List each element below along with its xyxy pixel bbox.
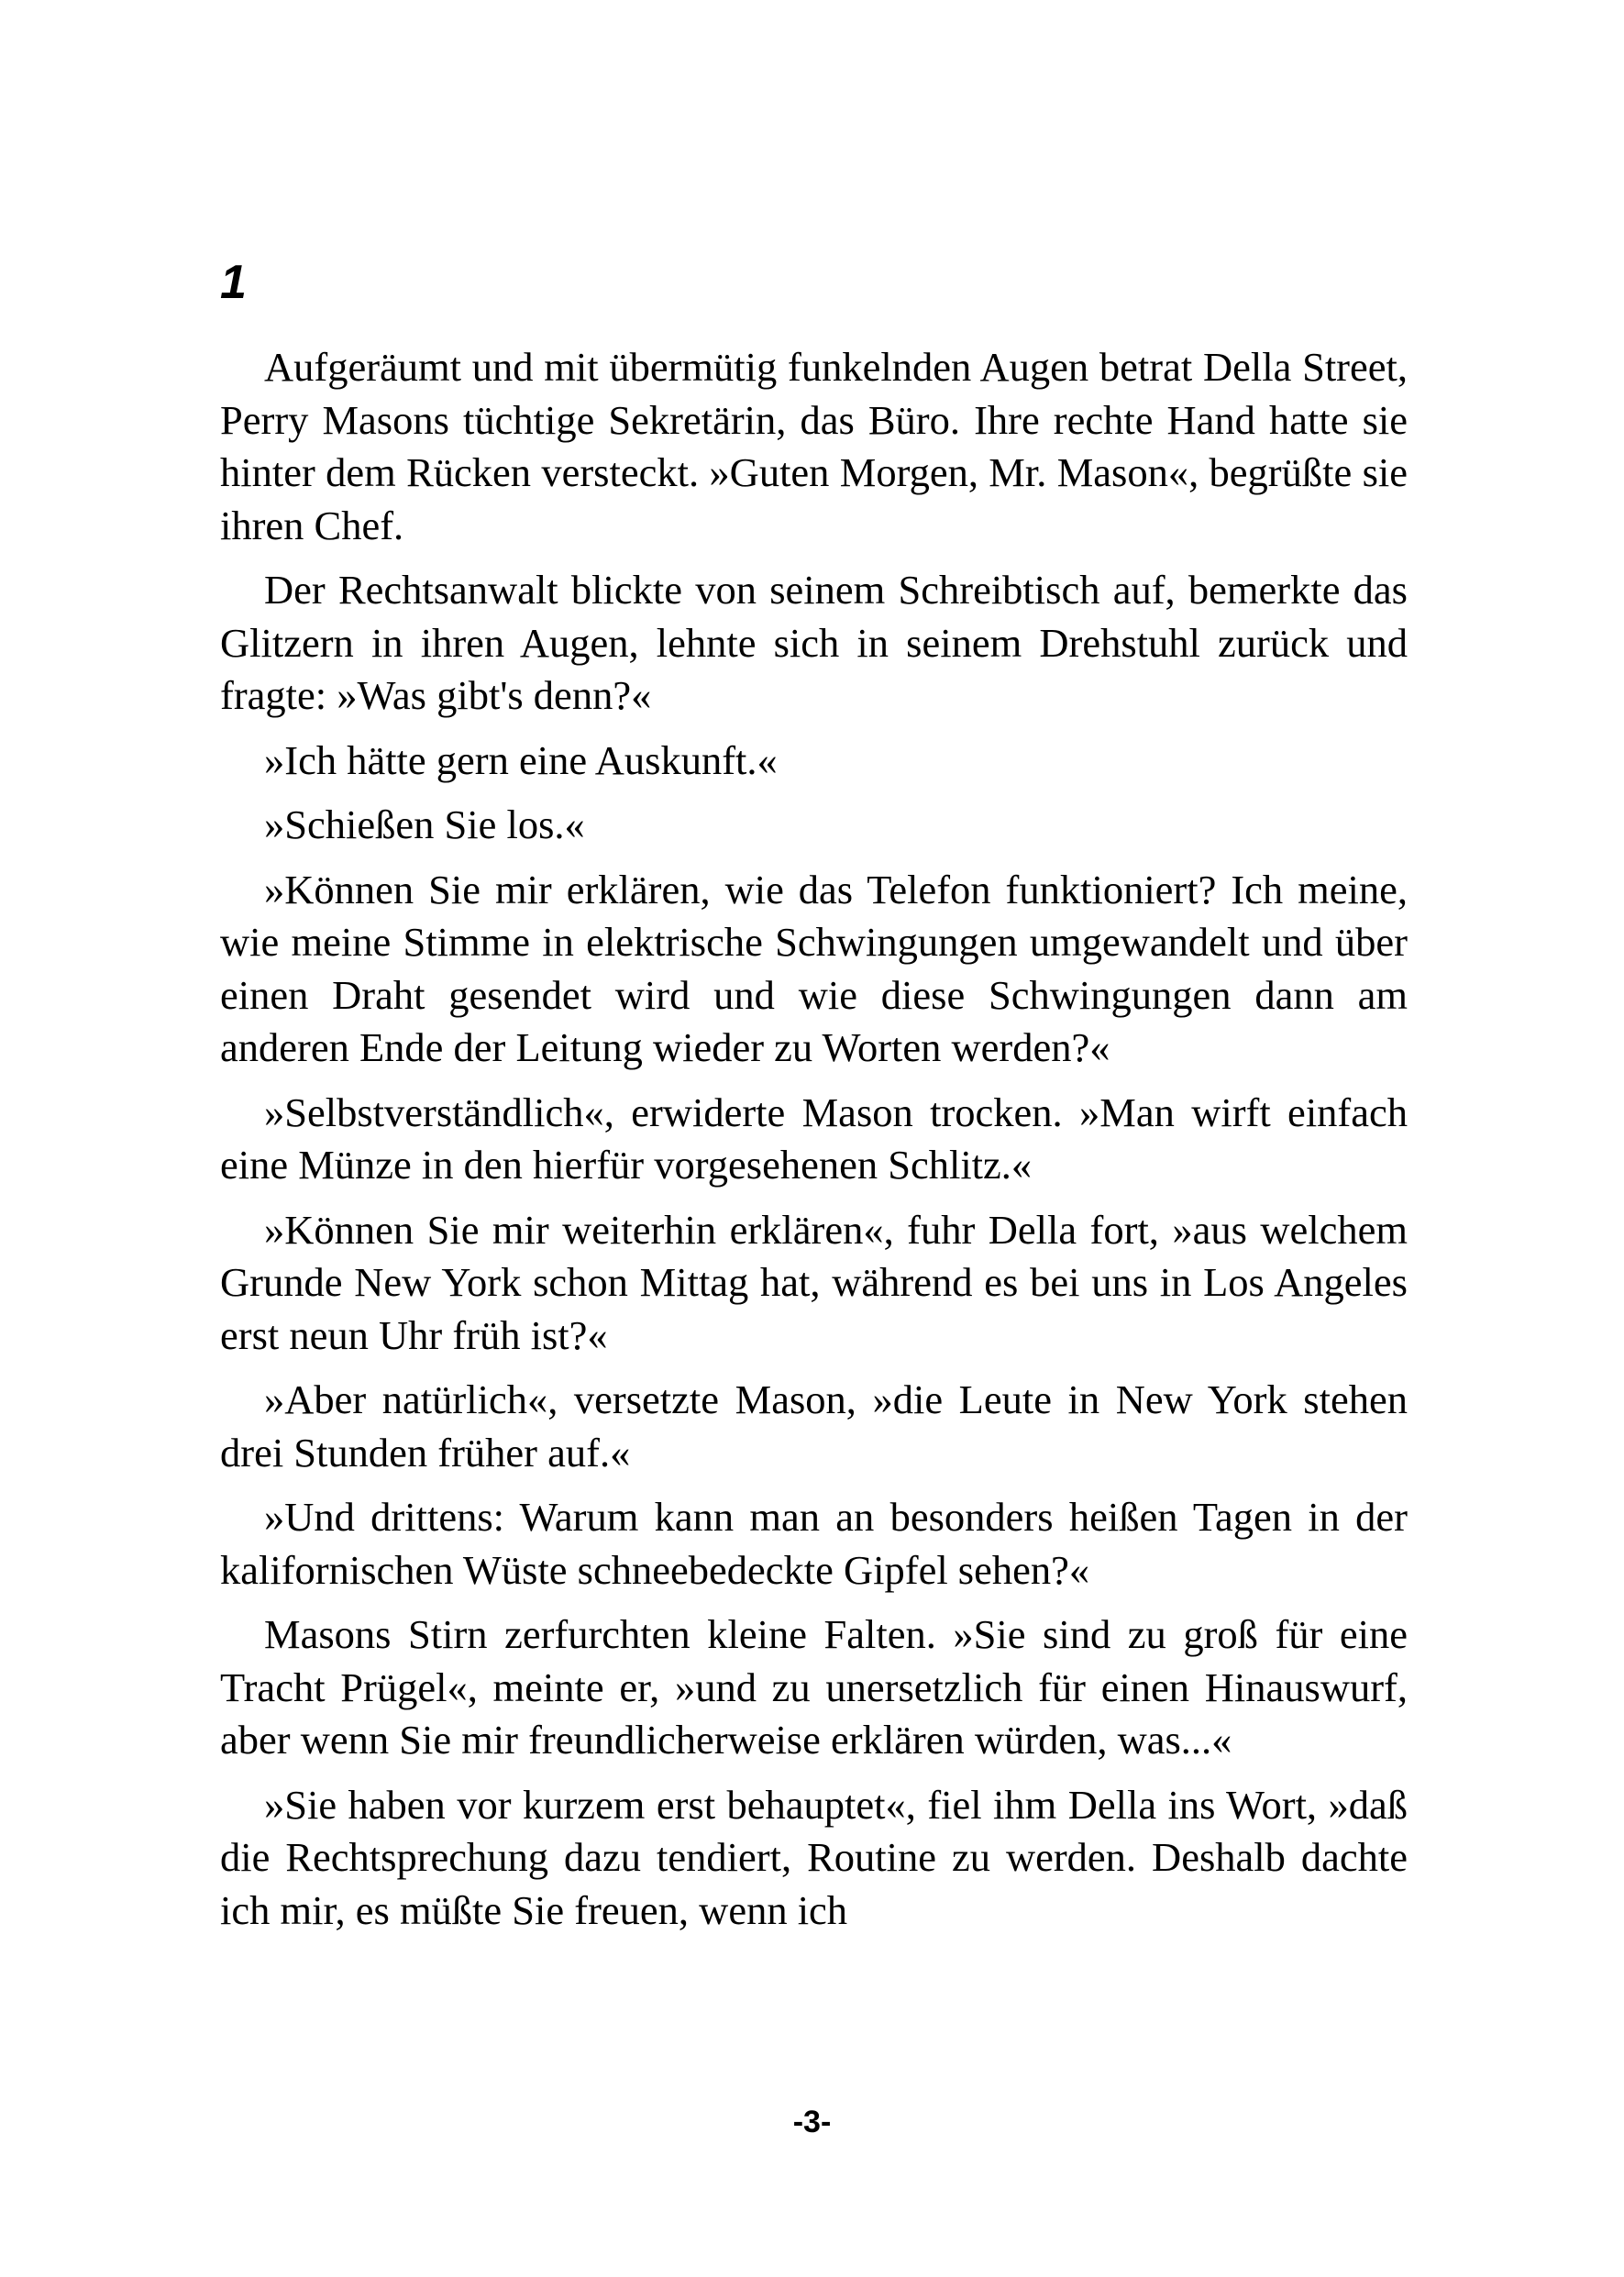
paragraph: »Sie haben vor kurzem erst behauptet«, fiel ihm Della ins Wort, »daß die Rechtsprechung dazu tendiert, Routine zu werden. Deshalb dachte ich mir, es müßte Sie freuen, wenn ich <box>220 1781 1408 1933</box>
paragraph: »Können Sie mir erklären, wie das Telefon funktioniert? Ich meine, wie meine Stimme in elektrische Schwingungen umgewandelt und über einen Draht gesendet wird und wie diese Schwingungen dann am anderen Ende der Leitung wieder zu Worten werden?« <box>220 866 1408 1070</box>
paragraph: Aufgeräumt und mit übermütig funkelnden Augen betrat Della Street, Perry Masons tüchtige Sekretärin, das Büro. Ihre rechte Hand hatte sie hinter dem Rücken versteckt. »Guten Morgen, Mr. Mason«, begrüßte sie ihren Chef. <box>220 344 1408 548</box>
paragraph: »Selbstverständlich«, erwiderte Mason trocken. »Man wirft einfach eine Münze in den hierfür vorgesehenen Schlitz.« <box>220 1089 1408 1188</box>
paragraph: Der Rechtsanwalt blickte von seinem Schreibtisch auf, bemerkte das Glitzern in ihren Augen, lehnte sich in seinem Drehstuhl zurück und fragte: »Was gibt's denn?« <box>220 567 1408 718</box>
paragraph: »Ich hätte gern eine Auskunft.« <box>264 736 778 783</box>
paragraph: »Schießen Sie los.« <box>264 801 585 847</box>
text-body <box>220 341 1408 1949</box>
paragraph: »Aber natürlich«, versetzte Mason, »die Leute in New York stehen drei Stunden früher auf.« <box>220 1376 1408 1476</box>
paragraph: »Können Sie mir weiterhin erklären«, fuhr Della fort, »aus welchem Grunde New York schon Mittag hat, während es bei uns in Los Angeles erst neun Uhr früh ist?« <box>220 1206 1408 1358</box>
paragraph: Masons Stirn zerfurchten kleine Falten. »Sie sind zu groß für eine Tracht Prügel«, meinte er, »und zu unersetzlich für einen Hinauswurf, aber wenn Sie mir freundlicherweise erklären würden, was...« <box>220 1611 1408 1763</box>
paragraph: »Und drittens: Warum kann man an besonders heißen Tagen in der kalifornischen Wüste schneebedeckte Gipfel sehen?« <box>220 1494 1408 1593</box>
page-number: -3- <box>792 2105 832 2139</box>
chapter-number: 1 <box>220 256 247 309</box>
